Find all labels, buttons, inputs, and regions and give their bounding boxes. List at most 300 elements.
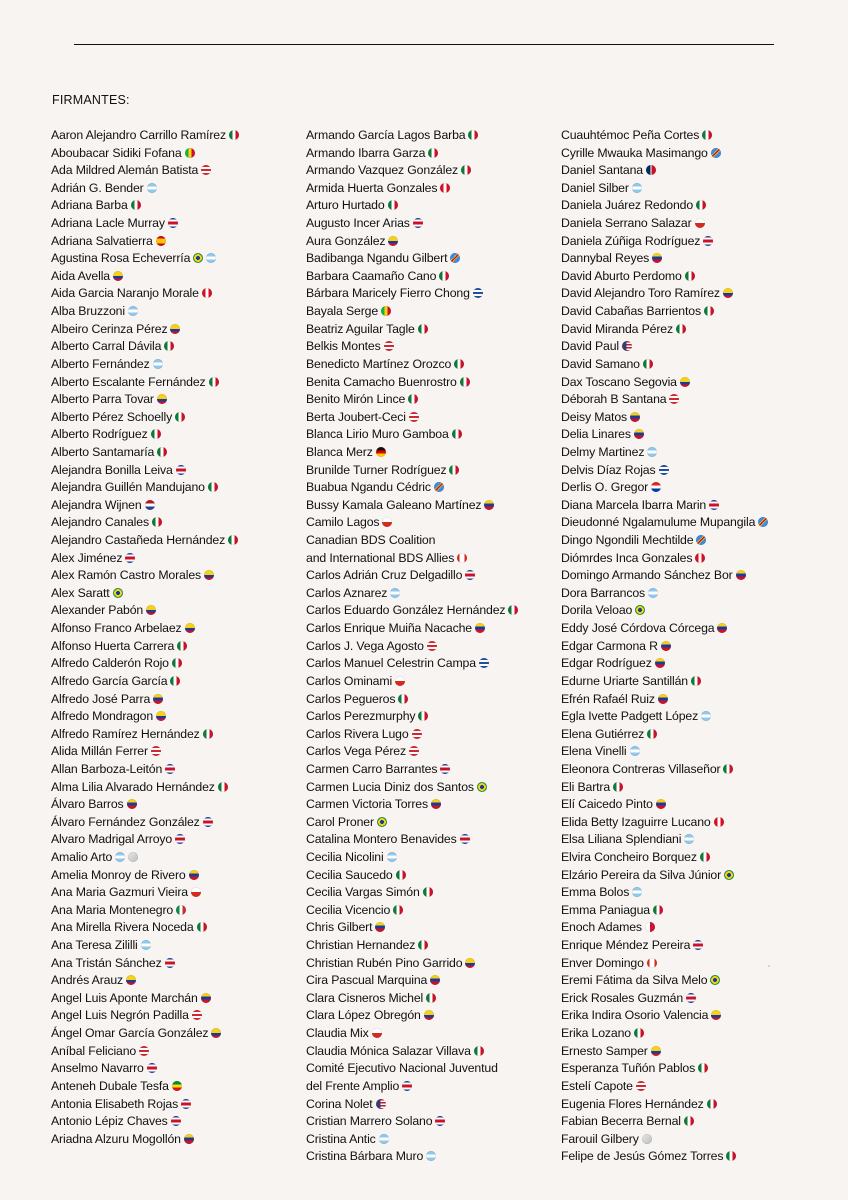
flag-cl-icon — [695, 218, 705, 228]
flag-ve-icon — [375, 922, 385, 932]
signatory-name — [51, 567, 301, 585]
flag-ve-icon — [484, 500, 494, 510]
signatory-name — [306, 1148, 556, 1166]
signatory-name — [561, 426, 811, 444]
signatory-name — [306, 321, 556, 339]
signatory-name — [306, 1078, 556, 1096]
signatory-name — [51, 180, 301, 198]
signatory-name — [306, 1096, 556, 1114]
signatory-name-text: Dorila Veloao — [561, 603, 633, 618]
signatory-name-text: Egla Ivette Padgett López — [561, 709, 699, 724]
signatory-name-text: Alexander Pabón — [51, 603, 144, 618]
signatory-name-text: Allan Barboza-Leitón — [51, 761, 163, 776]
flag-ar-icon — [153, 359, 163, 369]
signatory-name-text: Eli Bartra — [561, 779, 611, 794]
signatory-name — [51, 550, 301, 568]
flag-cu-icon — [479, 658, 489, 668]
flag-cr-icon — [693, 940, 703, 950]
signatory-name-text: Carlos Ominami — [306, 673, 393, 688]
flag-pr-icon — [412, 729, 422, 739]
signatory-name — [51, 779, 301, 797]
signatory-name — [51, 990, 301, 1008]
signatory-name — [51, 638, 301, 656]
signatory-name-text: David Paul — [561, 339, 619, 354]
signatory-name-text: Elsa Liliana Splendiani — [561, 832, 682, 847]
signatory-name — [306, 814, 556, 832]
signatory-name-text: Dingo Ngondili Mechtilde — [561, 533, 694, 548]
flag-mx-icon — [685, 271, 695, 281]
signatory-name-text: Cecilia Saucedo — [306, 867, 393, 882]
signatory-name-text: Elena Vinelli — [561, 744, 627, 759]
signatory-name — [561, 303, 811, 321]
signatory-name-text: Alejandra Guillén Mandujano — [51, 480, 205, 495]
flag-cr-icon — [171, 1116, 181, 1126]
flag-mx-icon — [218, 782, 228, 792]
flag-br-icon — [193, 253, 203, 263]
signatory-name — [306, 691, 556, 709]
flag-cd-icon — [758, 517, 768, 527]
flag-mx-icon — [396, 870, 406, 880]
signatory-name-text: Álvaro Fernández González — [51, 814, 200, 829]
signatory-name — [306, 884, 556, 902]
signatory-name — [306, 673, 556, 691]
flag-mx-icon — [449, 465, 459, 475]
page-speck — [768, 965, 770, 967]
signatory-name-text: Bussy Kamala Galeano Martínez — [306, 497, 482, 512]
signatory-name-text: Elzário Pereira da Silva Júnior — [561, 867, 722, 882]
signatory-name — [561, 673, 811, 691]
signatory-name-text: Eddy José Córdova Córcega — [561, 621, 715, 636]
flag-mx-icon — [474, 1046, 484, 1056]
flag-mx-icon — [177, 641, 187, 651]
signatory-name — [561, 708, 811, 726]
signatory-name — [306, 197, 556, 215]
flag-mx-icon — [643, 359, 653, 369]
signatory-name — [561, 655, 811, 673]
flag-mx-icon — [418, 711, 428, 721]
signatory-name-text: Estelí Capote — [561, 1078, 633, 1093]
flag-co-icon — [388, 236, 398, 246]
flag-cd-icon — [711, 148, 721, 158]
flag-do-icon — [646, 165, 656, 175]
signatory-name-text: Cristina Antic — [306, 1131, 376, 1146]
signatory-name — [306, 849, 556, 867]
flag-ve-icon — [717, 623, 727, 633]
flag-py-icon — [651, 482, 661, 492]
signatory-name-text: Carlos Manuel Celestrin Campa — [306, 656, 476, 671]
flag-mx-icon — [468, 130, 478, 140]
signatory-name-text: Alfredo José Parra — [51, 691, 151, 706]
flag-cr-icon — [203, 817, 213, 827]
signatory-name-text: Felipe de Jesús Gómez Torres — [561, 1149, 724, 1164]
flag-ar-icon — [701, 711, 711, 721]
flag-cl-icon — [382, 517, 392, 527]
flag-mx-icon — [426, 993, 436, 1003]
flag-co-icon — [185, 623, 195, 633]
signatory-name-text: Armida Huerta Gonzales — [306, 180, 438, 195]
flag-ve-icon — [630, 412, 640, 422]
signatory-name-text: Alba Bruzzoni — [51, 304, 125, 319]
flag-mx-icon — [691, 676, 701, 686]
signatory-name — [306, 391, 556, 409]
signatory-name — [306, 585, 556, 603]
flag-ca-icon — [457, 553, 467, 563]
signatory-name — [306, 233, 556, 251]
signatory-name — [51, 497, 301, 515]
flag-mx-icon — [702, 130, 712, 140]
flag-mx-icon — [676, 324, 686, 334]
signatory-name-text: Domingo Armando Sánchez Bor — [561, 568, 733, 583]
signatory-name-text: Benito Mirón Lince — [306, 392, 406, 407]
signatory-name-text: Cristian Marrero Solano — [306, 1114, 433, 1129]
signatory-name — [51, 761, 301, 779]
signatory-name-text: Elí Caicedo Pinto — [561, 797, 653, 812]
signatory-name — [51, 268, 301, 286]
signatory-name-text: Bayala Serge — [306, 304, 379, 319]
signatory-name-text: Daniela Serrano Salazar — [561, 216, 692, 231]
flag-ve-icon — [634, 429, 644, 439]
flag-mx-icon — [229, 130, 239, 140]
flag-ve-icon — [475, 623, 485, 633]
signatories-column-2 — [306, 127, 556, 1166]
signatory-name — [306, 180, 556, 198]
flag-ar-icon — [115, 852, 125, 862]
signatory-name-text: Alfredo Ramírez Hernández — [51, 726, 200, 741]
signatory-name-text: Christian Rubén Pino Garrido — [306, 955, 463, 970]
signatory-name — [51, 919, 301, 937]
flag-cd-icon — [434, 482, 444, 492]
signatory-name-text: Alejandro Canales — [51, 515, 149, 530]
signatory-name — [561, 567, 811, 585]
signatory-name-text: Ana Mirella Rivera Noceda — [51, 920, 194, 935]
flag-ar-icon — [379, 1134, 389, 1144]
signatory-name — [561, 197, 811, 215]
signatory-name — [51, 831, 301, 849]
signatory-name-text: Edgar Carmona R — [561, 638, 658, 653]
signatory-name — [561, 479, 811, 497]
signatory-name — [306, 426, 556, 444]
signatory-name-text: Aboubacar Sidiki Fofana — [51, 145, 182, 160]
flag-et-icon — [172, 1081, 182, 1091]
signatory-name — [51, 937, 301, 955]
signatory-name-text: Berta Joubert-Ceci — [306, 409, 406, 424]
signatory-name — [306, 1007, 556, 1025]
signatory-name-text: Alberto Rodríguez — [51, 427, 148, 442]
signatory-name — [51, 356, 301, 374]
flag-mx-icon — [508, 605, 518, 615]
signatory-name-text: Carlos Aznarez — [306, 585, 388, 600]
signatory-name-text: Claudia Mix — [306, 1026, 369, 1041]
signatory-name — [561, 180, 811, 198]
signatory-name — [51, 514, 301, 532]
signatory-name — [51, 849, 301, 867]
signatory-name — [561, 1078, 811, 1096]
signatory-name — [561, 638, 811, 656]
flag-ve-icon — [736, 570, 746, 580]
flag-cr-icon — [165, 958, 175, 968]
flag-ar-icon — [630, 746, 640, 756]
flag-cr-icon — [435, 1116, 445, 1126]
signatory-name — [306, 356, 556, 374]
signatory-name — [51, 285, 301, 303]
signatory-name-text: Camilo Lagos — [306, 515, 380, 530]
flag-pr-icon — [636, 1081, 646, 1091]
signatory-name-text: Armando García Lagos Barba — [306, 128, 466, 142]
flag-ve-icon — [431, 799, 441, 809]
signatory-name-text: Alex Jiménez — [51, 550, 123, 565]
signatory-name — [51, 814, 301, 832]
signatory-name-text: Armando Vazquez González — [306, 163, 459, 178]
signatory-name — [306, 1113, 556, 1131]
signatory-name — [306, 955, 556, 973]
signatory-name — [561, 1043, 811, 1061]
signatory-name-text: Dax Toscano Segovia — [561, 374, 677, 389]
signatory-name-text: Cyrille Mwauka Masimango — [561, 145, 708, 160]
signatory-name — [561, 937, 811, 955]
signatory-name — [51, 743, 301, 761]
signatory-name — [51, 1096, 301, 1114]
signatory-name — [561, 743, 811, 761]
signatory-name-text: David Miranda Pérez — [561, 321, 673, 336]
signatory-name-text: Amalio Arto — [51, 849, 113, 864]
signatory-name — [306, 409, 556, 427]
signatory-name — [306, 602, 556, 620]
flag-cr-icon — [176, 465, 186, 475]
flag-co-icon — [170, 324, 180, 334]
signatory-name-text: Delia Linares — [561, 427, 631, 442]
signatory-name-text: Arturo Hurtado — [306, 198, 385, 213]
signatory-name-text: Cira Pascual Marquina — [306, 973, 428, 988]
flag-cu-icon — [473, 288, 483, 298]
signatory-name — [561, 902, 811, 920]
signatory-name — [561, 726, 811, 744]
flag-mx-icon — [228, 535, 238, 545]
signatory-name-text: Adrián G. Bender — [51, 180, 144, 195]
flag-mx-icon — [151, 429, 161, 439]
signatory-name — [51, 867, 301, 885]
signatory-name-text: Diómrdes Inca Gonzales — [561, 550, 693, 565]
signatory-name-text: Buabua Ngandu Cédric — [306, 480, 431, 495]
signatory-name-text: Carmen Carro Barrantes — [306, 761, 438, 776]
signatory-name — [51, 338, 301, 356]
signatory-name-text: Carlos Eduardo González Hernández — [306, 603, 506, 618]
signatory-name-text: Carmen Victoria Torres — [306, 797, 428, 812]
signatory-name — [561, 585, 811, 603]
signatory-name — [51, 409, 301, 427]
signatory-name-text: Déborah B Santana — [561, 392, 667, 407]
flag-ar-icon — [426, 1151, 436, 1161]
signatory-name — [561, 462, 811, 480]
signatory-name-text: Aníbal Feliciano — [51, 1043, 137, 1058]
flag-cr-icon — [402, 1081, 412, 1091]
signatory-name — [51, 691, 301, 709]
flag-ar-icon — [387, 852, 397, 862]
flag-mx-icon — [408, 394, 418, 404]
signatory-name-text: Badibanga Ngandu Gilbert — [306, 251, 448, 266]
flag-cr-icon — [413, 218, 423, 228]
flag-mx-icon — [203, 729, 213, 739]
flag-ve-icon — [655, 658, 665, 668]
flag-ml-icon — [185, 148, 195, 158]
signatory-name-text: Erick Rosales Guzmán — [561, 990, 684, 1005]
signatory-name-text: Alida Millán Ferrer — [51, 744, 148, 759]
flag-mx-icon — [700, 852, 710, 862]
signatory-name — [51, 1131, 301, 1149]
signatory-name-text: Álvaro Barros — [51, 797, 124, 812]
signatory-name-text: Adriana Salvatierra — [51, 233, 153, 248]
signatory-name-text: Delvis Díaz Rojas — [561, 462, 656, 477]
signatory-name — [561, 233, 811, 251]
flag-mx-icon — [684, 1116, 694, 1126]
signatory-name-text: Emma Bolos — [561, 885, 630, 900]
signatory-name — [51, 145, 301, 163]
signatory-name-text: Carlos Adrián Cruz Delgadillo — [306, 568, 463, 583]
flag-mx-icon — [172, 658, 182, 668]
signatory-name-text: David Alejandro Toro Ramírez — [561, 286, 720, 301]
signatory-name-text: and International BDS Allies — [306, 550, 455, 565]
signatory-name-text: Alex Saratt — [51, 585, 110, 600]
signatory-name-text: Alberto Carral Dávila — [51, 339, 162, 354]
flag-pe-icon — [440, 183, 450, 193]
flag-ar-icon — [632, 887, 642, 897]
flag-cr-icon — [165, 764, 175, 774]
signatory-name-text: Claudia Mónica Salazar Villava — [306, 1043, 471, 1058]
signatory-name-text: Edgar Rodríguez — [561, 656, 652, 671]
flag-mx-icon — [428, 148, 438, 158]
signatory-name-text: Alberto Santamaría — [51, 444, 155, 459]
signatory-name — [306, 779, 556, 797]
signatory-name-text: Bárbara Maricely Fierro Chong — [306, 286, 470, 301]
flag-cr-icon — [465, 570, 475, 580]
signatory-name-text: Cecilia Vicencio — [306, 902, 391, 917]
flag-mx-icon — [653, 905, 663, 915]
signatory-name — [561, 919, 811, 937]
flag-ec-icon — [680, 377, 690, 387]
signatory-name-text: Delmy Martinez — [561, 444, 645, 459]
signatory-name-text: Carol Proner — [306, 814, 374, 829]
signatory-name-text: Fabian Becerra Bernal — [561, 1114, 681, 1129]
flag-ve-icon — [127, 799, 137, 809]
signatory-name — [561, 162, 811, 180]
signatory-name — [51, 955, 301, 973]
signatory-name-text: Carlos Rivera Lugo — [306, 726, 409, 741]
signatory-name — [306, 638, 556, 656]
signatory-name-text: Andrés Arauz — [51, 973, 124, 988]
signatory-name — [51, 303, 301, 321]
flag-ar-icon — [141, 940, 151, 950]
signatory-name — [561, 1113, 811, 1131]
flag-cr-icon — [709, 500, 719, 510]
signatory-name — [51, 585, 301, 603]
flag-mx-icon — [454, 359, 464, 369]
signatory-name — [51, 233, 301, 251]
signatory-name — [306, 303, 556, 321]
flag-cr-icon — [147, 1063, 157, 1073]
signatory-name-text: Cristina Bárbara Muro — [306, 1149, 424, 1164]
signatory-name — [306, 743, 556, 761]
signatory-name — [561, 1025, 811, 1043]
flag-mx-icon — [393, 905, 403, 915]
signatory-name — [51, 250, 301, 268]
signatory-name — [51, 162, 301, 180]
flag-wf-icon — [642, 1134, 652, 1144]
flag-co-icon — [711, 1010, 721, 1020]
signatory-name-text: Comité Ejecutivo Nacional Juventud — [306, 1061, 498, 1076]
flag-pr-icon — [409, 412, 419, 422]
flag-es-icon — [156, 236, 166, 246]
signatory-name — [306, 655, 556, 673]
signatory-name — [561, 409, 811, 427]
flag-mx-icon — [460, 377, 470, 387]
signatory-name — [306, 1060, 556, 1078]
flag-pr-icon — [192, 1010, 202, 1020]
flag-br-icon — [710, 975, 720, 985]
signatory-name — [561, 285, 811, 303]
signatory-name-text: Alejandra Bonilla Leiva — [51, 462, 173, 477]
signatory-name — [561, 972, 811, 990]
signatory-name — [306, 250, 556, 268]
signatory-name — [51, 444, 301, 462]
flag-mx-icon — [208, 482, 218, 492]
signatory-name — [561, 391, 811, 409]
flag-co-icon — [424, 1010, 434, 1020]
signatory-name-text: Antonio Lépiz Chaves — [51, 1114, 168, 1129]
signatory-name — [306, 761, 556, 779]
flag-cl-icon — [191, 887, 201, 897]
flag-ec-icon — [465, 958, 475, 968]
signatory-name — [561, 514, 811, 532]
flag-ar-icon — [128, 306, 138, 316]
signatory-name-text: Ada Mildred Alemán Batista — [51, 163, 199, 178]
flag-de-icon — [376, 447, 386, 457]
signatory-name — [51, 655, 301, 673]
signatory-name — [51, 972, 301, 990]
signatory-name-text: Ana Teresa Zililli — [51, 938, 138, 953]
signatory-name — [51, 620, 301, 638]
signatory-name-text: Blanca Merz — [306, 444, 373, 459]
signatory-name-text: Alberto Pérez Schoelly — [51, 409, 173, 424]
signatory-name — [561, 691, 811, 709]
signatory-name-text: Carmen Lucia Diniz dos Santos — [306, 779, 474, 794]
signatory-name-text: Alma Lilia Alvarado Hernández — [51, 779, 215, 794]
flag-nl-icon — [145, 500, 155, 510]
signatory-name-text: Enver Domingo — [561, 955, 644, 970]
signatory-name — [561, 127, 811, 145]
signatory-name — [306, 285, 556, 303]
flag-mx-icon — [388, 200, 398, 210]
signatory-name — [561, 779, 811, 797]
signatory-name — [306, 990, 556, 1008]
flag-ar-icon — [147, 183, 157, 193]
signatory-name — [306, 145, 556, 163]
flag-co-icon — [146, 605, 156, 615]
signatory-name — [561, 1096, 811, 1114]
signatory-name-text: Alejandra Wijnen — [51, 497, 142, 512]
flag-mx-icon — [707, 1099, 717, 1109]
signatory-name-text: Esperanza Tuñón Pablos — [561, 1061, 696, 1076]
flag-mx-icon — [197, 922, 207, 932]
flag-cr-icon — [686, 993, 696, 1003]
signatory-name — [561, 814, 811, 832]
signatory-name-text: Eugenia Flores Hernández — [561, 1096, 704, 1111]
signatory-name — [51, 321, 301, 339]
flag-pa-icon — [645, 922, 655, 932]
signatory-name — [306, 937, 556, 955]
flag-pr-icon — [151, 746, 161, 756]
flag-pe-icon — [714, 817, 724, 827]
signatory-name-text: Carlos Pegueros — [306, 691, 396, 706]
signatories-heading: FIRMANTES: — [52, 93, 130, 107]
